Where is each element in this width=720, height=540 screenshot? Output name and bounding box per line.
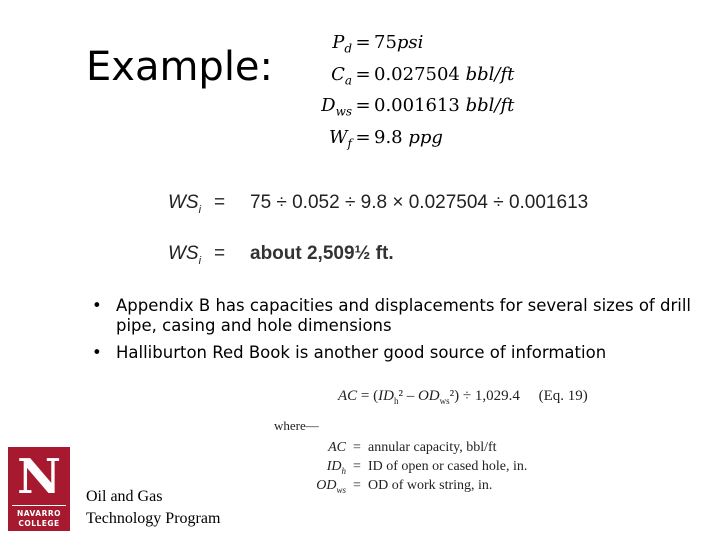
equation-reference: (Eq. 19) (538, 388, 588, 404)
given-sub: a (344, 73, 352, 88)
def-var: AC (328, 440, 346, 455)
given-var: D (321, 95, 336, 117)
bullet-dot-icon: • (92, 343, 102, 362)
equals-sign: = (355, 95, 371, 117)
given-var: W (329, 126, 348, 148)
given-values (318, 30, 514, 156)
given-unit: psi (396, 32, 424, 53)
calc-var: WS (168, 243, 199, 264)
given-row-weight (318, 125, 514, 157)
calculation-line (168, 192, 588, 216)
definition-row (294, 459, 527, 478)
equals-sign: = (214, 192, 226, 213)
bullet-item (92, 343, 692, 363)
annular-capacity-formula (272, 388, 602, 498)
bullet-list (92, 296, 692, 370)
equals-sign: = (353, 459, 361, 474)
def-text: ID of open or cased hole, in. (368, 459, 528, 474)
calc-sub: i (198, 203, 202, 216)
given-value: 9.8 (374, 126, 403, 148)
equals-sign: = (355, 32, 371, 53)
given-unit: ppg (408, 126, 443, 148)
calc-var: WS (168, 192, 199, 213)
def-var: ID (326, 459, 342, 474)
logo-line-1: NAVARRO (16, 509, 62, 518)
logo-line-2: COLLEGE (18, 519, 60, 528)
given-sub: ws (335, 104, 352, 119)
slide-title: Example: (86, 44, 274, 90)
equals-sign: = (214, 243, 226, 264)
program-line-1: Oil and Gas (86, 488, 163, 505)
given-var: P (332, 32, 345, 53)
bullet-text: Appendix B has capacities and displacements for several sizes of drill pipe, casing and hole dimensions (116, 296, 691, 335)
given-row-displacement (318, 93, 514, 125)
formula-definitions (294, 440, 527, 497)
def-text: OD of work string, in. (368, 478, 493, 493)
given-var: C (331, 63, 345, 85)
program-name (86, 486, 220, 530)
given-unit: bbl/ft (465, 63, 515, 85)
definition-row (294, 440, 527, 459)
def-sub: ws (336, 484, 346, 495)
def-sub: h (341, 465, 346, 476)
bullet-text: Halliburton Red Book is another good source of information (116, 343, 607, 362)
bullet-item (92, 296, 692, 336)
given-value: 0.027504 (374, 63, 460, 85)
given-sub: f (347, 136, 352, 151)
equals-sign: = (355, 126, 371, 148)
result-line (168, 243, 394, 267)
equals-sign: = (353, 440, 361, 455)
where-label: where— (274, 418, 319, 433)
given-row-capacity (318, 62, 514, 94)
given-sub: d (344, 41, 352, 56)
formula-equation: AC = $(ID_h^2 - OD_{ws}^2) \div 1,029.4$ (Eq. 19) (338, 388, 588, 406)
given-value: 75 (374, 32, 397, 53)
def-var: OD (316, 478, 337, 493)
calc-expression: 75 ÷ 0.052 ÷ 9.8 × 0.027504 ÷ 0.001613 (250, 192, 589, 213)
logo-divider (12, 505, 66, 506)
definition-row (294, 478, 527, 497)
given-row-pressure (318, 30, 514, 62)
equals-sign: = (353, 478, 361, 493)
logo-letter: N (17, 449, 61, 505)
navarro-college-logo (8, 447, 70, 531)
calc-sub: i (198, 254, 202, 267)
program-line-2: Technology Program (86, 510, 221, 527)
given-value: 0.001613 (374, 95, 460, 117)
equals-sign: = (355, 63, 371, 85)
def-text: annular capacity, bbl/ft (368, 440, 497, 455)
bullet-dot-icon: • (92, 296, 102, 315)
given-unit: bbl/ft (465, 95, 515, 117)
calc-result: about 2,509½ ft. (250, 243, 394, 264)
